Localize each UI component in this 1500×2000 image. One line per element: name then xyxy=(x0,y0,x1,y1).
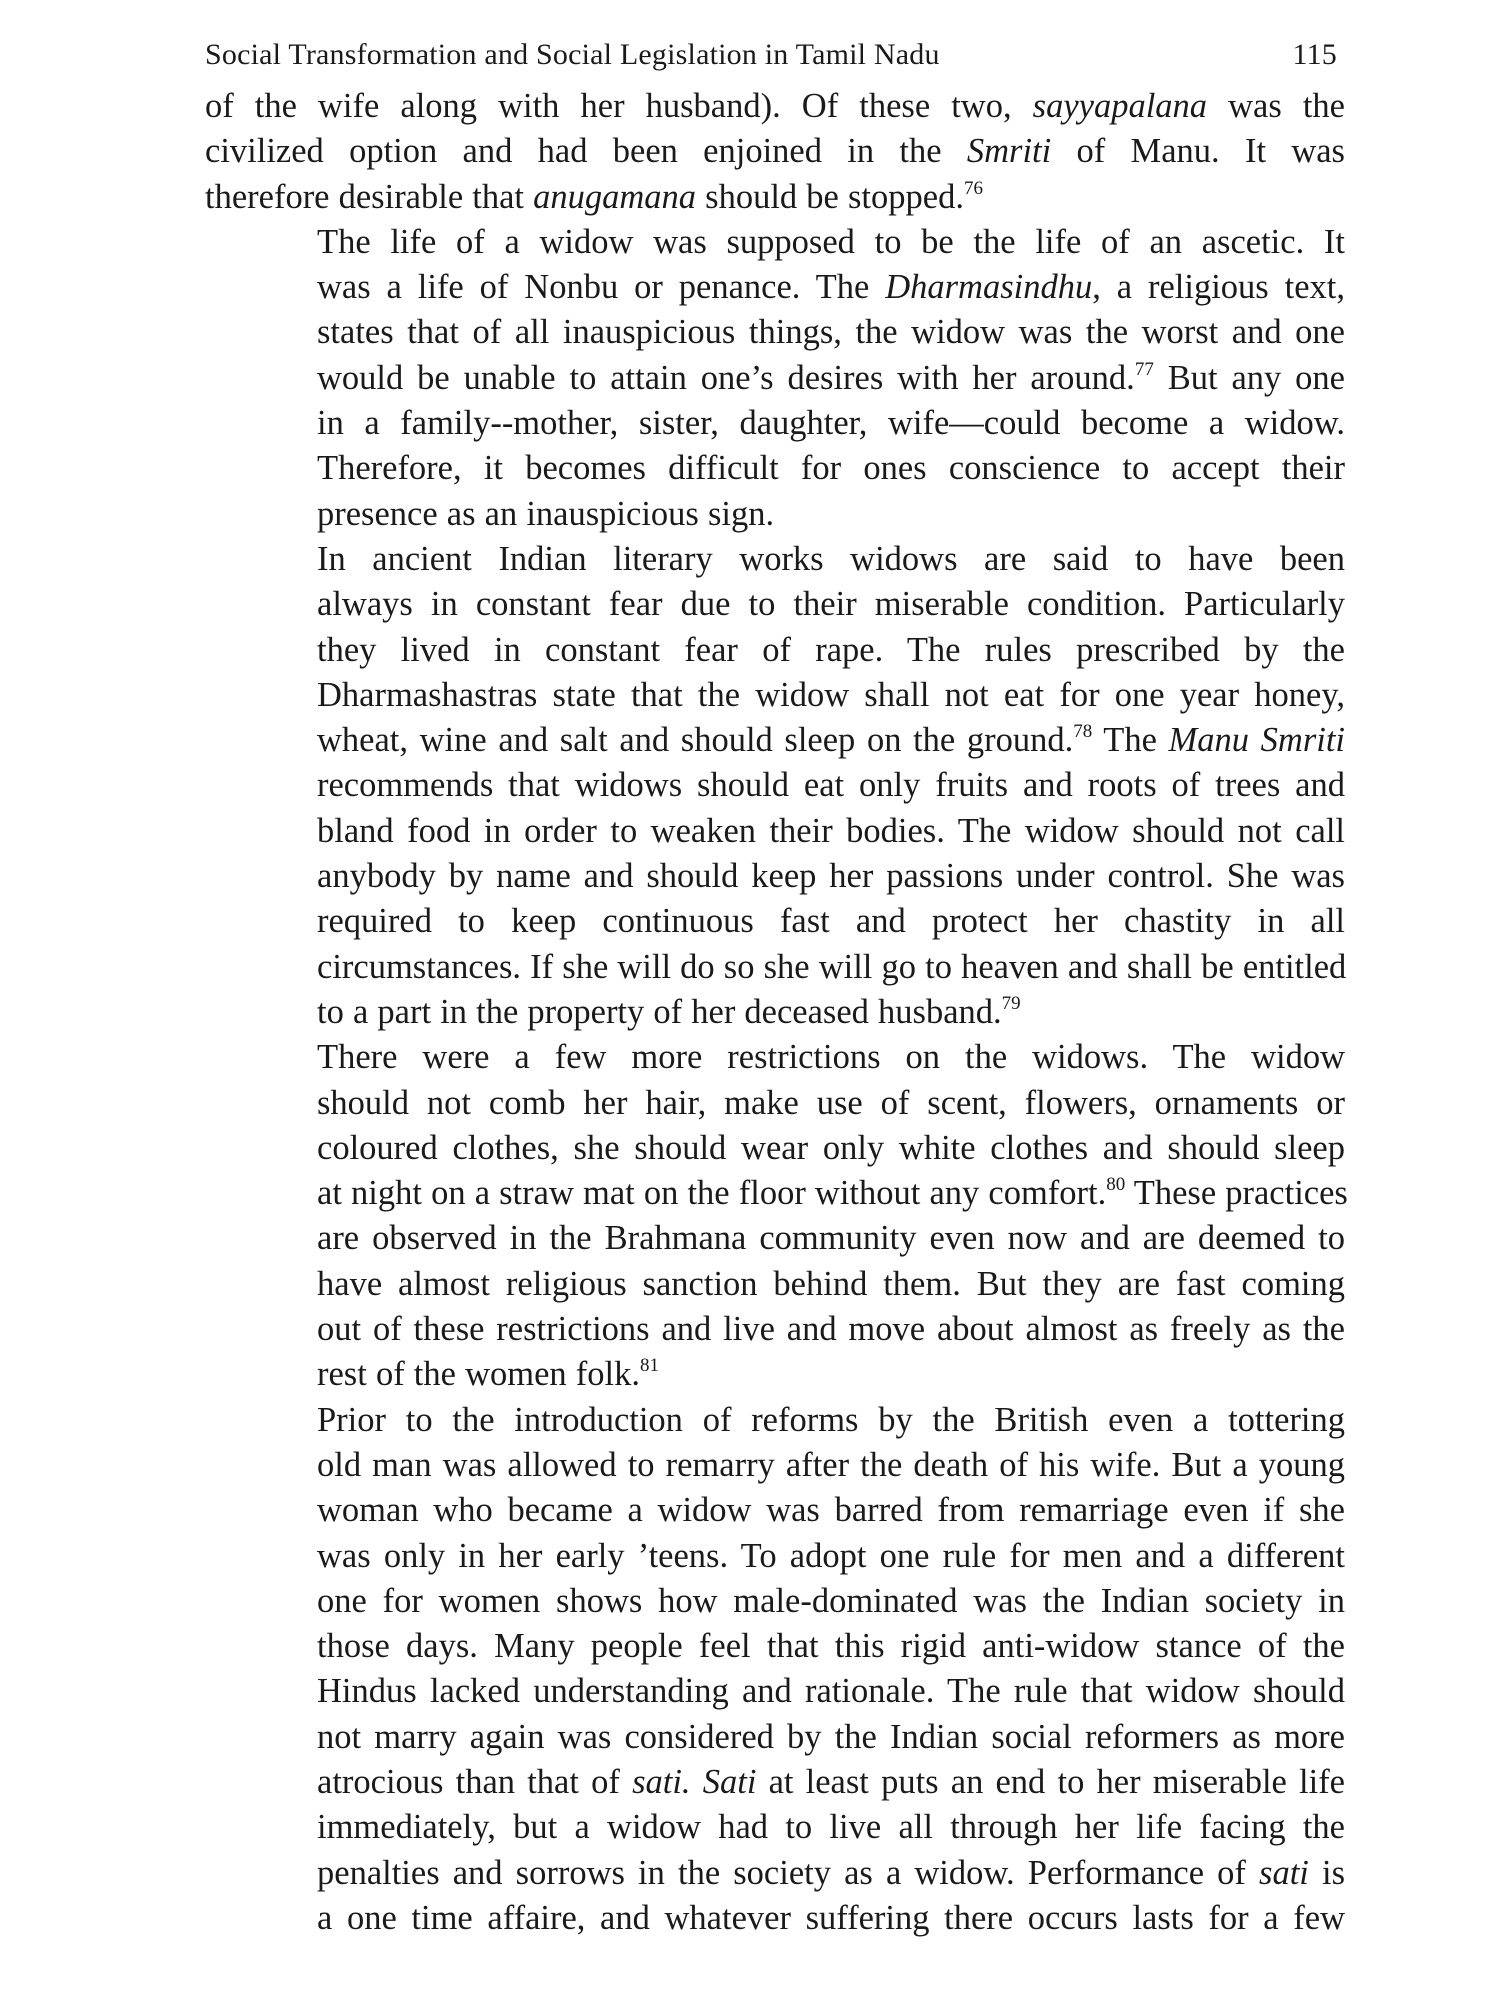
text-line: to a part in the property of her deceased husband.$^{79}$ xyxy=(317,992,1021,1031)
footnote-marker: 76 xyxy=(963,177,983,199)
footnote-marker: 81 xyxy=(639,1355,659,1377)
text-line: required to keep continuous fast and protect her chastity in all xyxy=(317,902,1345,941)
paragraph xyxy=(205,220,1345,537)
text-line: civilized option and had been enjoined in the Smriti of Manu. It was xyxy=(205,132,1345,171)
text-line: There were a few more restrictions on the widows. The widow xyxy=(317,1038,1345,1077)
text-line: not marry again was considered by the Indian social reformers as more xyxy=(317,1717,1345,1756)
text-line: rest of the women folk.$^{81}$ xyxy=(317,1355,659,1394)
italic-term: Dharmasindhu xyxy=(885,268,1093,307)
text-line: those days. Many people feel that this rigid anti-widow stance of the xyxy=(317,1627,1345,1666)
text-line: circumstances. If she will do so she will go to heaven and shall be entitled xyxy=(317,947,1347,986)
text-line: anybody by name and should keep her passions under control. She was xyxy=(317,857,1345,896)
text-line: of the wife along with her husband). Of these two, sayyapalana was the xyxy=(205,87,1345,125)
text-line: a one time affaire, and whatever suffering there occurs lasts for a few xyxy=(317,1898,1345,1937)
text-line: Prior to the introduction of reforms by the British even a tottering xyxy=(317,1400,1345,1439)
text-line: therefore desirable that anugamana should be stopped.$^{76}$ xyxy=(205,177,983,216)
book-page xyxy=(205,38,1348,1941)
text-line: woman who became a widow was barred from remarriage even if she xyxy=(317,1491,1345,1530)
text-line: out of these restrictions and live and move about almost as freely as the xyxy=(317,1310,1345,1349)
text-line: old man was allowed to remarry after the death of his wife. But a young xyxy=(317,1445,1345,1484)
italic-term: sati xyxy=(1259,1853,1309,1892)
text-line: always in constant fear due to their miserable condition. Particularly xyxy=(317,585,1345,624)
footnote-marker: 80 xyxy=(1106,1174,1126,1196)
text-line: bland food in order to weaken their bodies. The widow should not call xyxy=(317,811,1345,850)
footnote-marker: 78 xyxy=(1073,721,1093,743)
paragraph xyxy=(205,537,1345,1035)
text-line: immediately, but a widow had to live all through her life facing the xyxy=(317,1808,1345,1847)
text-line: are observed in the Brahmana community even now and are deemed to xyxy=(317,1219,1345,1258)
text-line: recommends that widows should eat only fruits and roots of trees and xyxy=(317,766,1345,805)
italic-term: Sati xyxy=(702,1762,757,1801)
text-line: atrocious than that of sati. Sati at least puts an end to her miserable life xyxy=(317,1762,1345,1801)
text-line: in a family--mother, sister, daughter, wife—could become a widow. xyxy=(317,404,1345,443)
italic-term: anugamana xyxy=(533,177,697,216)
text-line: at night on a straw mat on the floor without any comfort.$^{80}$ These practices xyxy=(317,1174,1348,1213)
italic-term: sayyapalana xyxy=(1032,87,1208,125)
page-number: 115 xyxy=(1292,38,1337,71)
text-line: states that of all inauspicious things, the widow was the worst and one xyxy=(317,313,1345,352)
text-line: wheat, wine and salt and should sleep on the ground.$^{78}$ The Manu Smriti xyxy=(317,721,1346,760)
text-line: penalties and sorrows in the society as a widow. Performance of sati is xyxy=(317,1853,1346,1892)
text-line: Therefore, it becomes difficult for ones conscience to accept their xyxy=(317,449,1345,488)
text-line: they lived in constant fear of rape. The rules prescribed by the xyxy=(317,630,1345,669)
text-line: should not comb her hair, make use of scent, flowers, ornaments or xyxy=(317,1083,1345,1122)
footnote-marker: 77 xyxy=(1134,358,1154,380)
body-text xyxy=(205,84,1348,1941)
text-line: presence as an inauspicious sign. xyxy=(317,494,775,533)
footnote-marker: 79 xyxy=(1001,992,1021,1014)
text-line: Hindus lacked understanding and rationale. The rule that widow should xyxy=(317,1672,1345,1711)
text-line: have almost religious sanction behind them. But they are fast coming xyxy=(317,1264,1345,1303)
italic-term: Smriti xyxy=(966,132,1052,171)
text-line: The life of a widow was supposed to be the life of an ascetic. It xyxy=(317,222,1345,261)
text-line: would be unable to attain one’s desires with her around.$^{77}$ But any one xyxy=(317,358,1345,397)
text-line: was a life of Nonbu or penance. The Dharmasindhu, a religious text, xyxy=(317,268,1345,307)
paragraph xyxy=(205,1398,1345,1942)
italic-term: Manu Smriti xyxy=(1168,721,1346,760)
text-line: coloured clothes, she should wear only white clothes and should sleep xyxy=(317,1128,1345,1167)
italic-term: sati. xyxy=(632,1762,691,1801)
running-header xyxy=(205,38,1345,84)
paragraph xyxy=(205,1035,1348,1397)
paragraph xyxy=(205,84,1345,220)
text-line: was only in her early ’teens. To adopt one rule for men and a different xyxy=(317,1536,1345,1575)
text-line: Dharmashastras state that the widow shall not eat for one year honey, xyxy=(317,675,1345,714)
text-line: In ancient Indian literary works widows are said to have been xyxy=(317,539,1345,578)
running-title: Social Transformation and Social Legislation in Tamil Nadu xyxy=(205,38,940,71)
text-line: one for women shows how male-dominated was the Indian society in xyxy=(317,1581,1345,1620)
